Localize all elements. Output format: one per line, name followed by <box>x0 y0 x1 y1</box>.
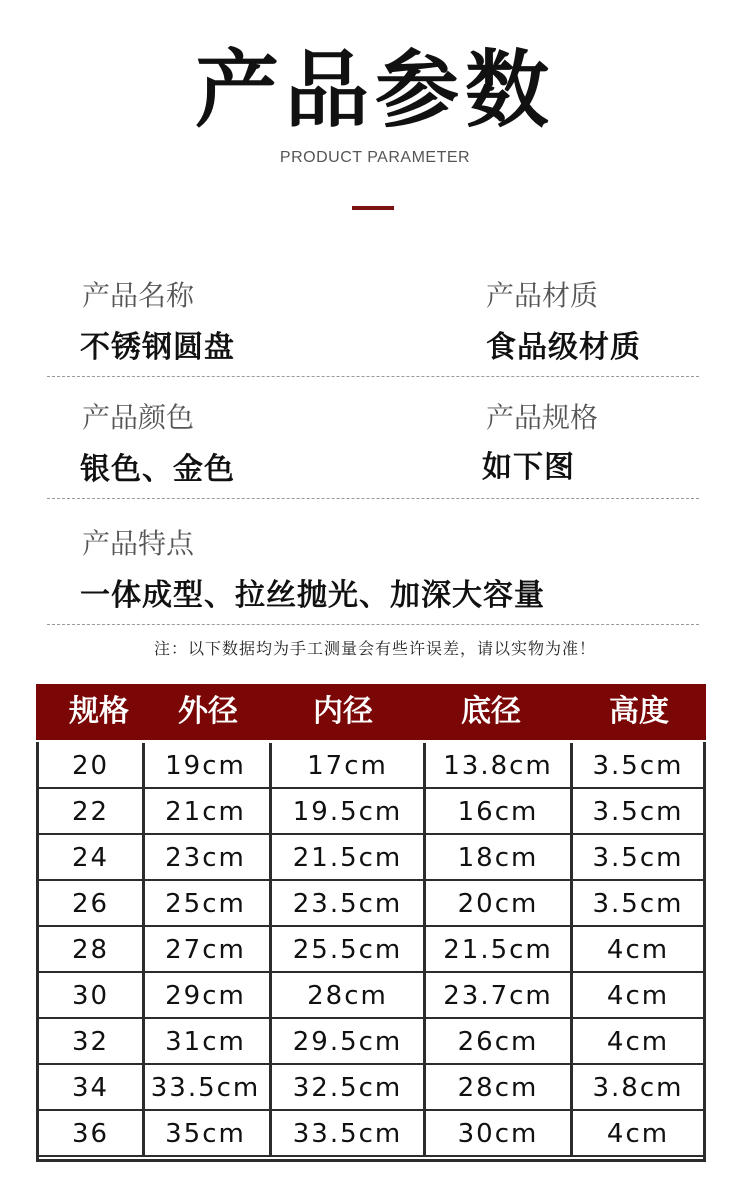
header-cell-outer-diameter: 外径 <box>178 694 238 729</box>
table-body <box>36 742 706 1162</box>
product-color-label: 产品颜色 <box>82 401 195 434</box>
table-row <box>39 1111 703 1157</box>
header-cell-inner-diameter: 内径 <box>313 694 373 729</box>
table-cell-size: 34 <box>39 1065 145 1109</box>
table-cell-size: 22 <box>39 789 145 833</box>
table-cell-height: 4cm <box>606 935 670 965</box>
divider <box>47 624 699 625</box>
table-cell-height: 3.5cm <box>592 889 684 919</box>
table-cell-height: 3.8cm <box>592 1073 684 1103</box>
product-feature-label: 产品特点 <box>82 527 195 560</box>
table-cell-size: 30 <box>39 973 145 1017</box>
table-cell-base: 16cm <box>426 789 573 833</box>
table-cell-outer: 25cm <box>142 881 272 925</box>
table-cell-height: 3.5cm <box>592 797 684 827</box>
table-row <box>39 743 703 789</box>
header-cell-base-diameter: 底径 <box>461 694 521 729</box>
page-subtitle: PRODUCT PARAMETER <box>279 149 471 166</box>
table-cell-inner: 28cm <box>272 973 426 1017</box>
table-cell-outer: 23cm <box>142 835 272 879</box>
product-spec-value: 如下图 <box>482 450 575 485</box>
table-cell-base: 18cm <box>426 835 573 879</box>
table-row <box>39 835 703 881</box>
table-cell-base: 21.5cm <box>426 927 573 971</box>
table-cell-size: 32 <box>39 1019 145 1063</box>
table-row <box>39 1019 703 1065</box>
table-row <box>39 973 703 1019</box>
table-cell-outer: 19cm <box>142 743 272 787</box>
table-cell-outer: 31cm <box>142 1019 272 1063</box>
table-cell-height: 3.5cm <box>592 751 684 781</box>
table-cell-outer: 33.5cm <box>142 1065 272 1109</box>
table-cell-size: 28 <box>39 927 145 971</box>
header-cell-size: 规格 <box>69 694 129 729</box>
table-cell-base: 23.7cm <box>426 973 573 1017</box>
table-cell-outer: 21cm <box>142 789 272 833</box>
table-cell-inner: 21.5cm <box>272 835 426 879</box>
table-cell-height: 3.5cm <box>592 843 684 873</box>
table-cell-inner: 29.5cm <box>272 1019 426 1063</box>
page-title: 产品参数 <box>194 41 555 139</box>
table-cell-base: 20cm <box>426 881 573 925</box>
table-cell-height: 4cm <box>606 1027 670 1057</box>
product-name-label: 产品名称 <box>82 279 195 312</box>
table-cell-inner: 32.5cm <box>272 1065 426 1109</box>
table-cell-outer: 27cm <box>142 927 272 971</box>
table-cell-size: 26 <box>39 881 145 925</box>
table-cell-size: 20 <box>39 743 145 787</box>
product-name-value: 不锈钢圆盘 <box>80 330 235 365</box>
table-cell-inner: 17cm <box>272 743 426 787</box>
table-header <box>36 684 706 740</box>
table-cell-base: 30cm <box>426 1111 573 1155</box>
table-cell-outer: 35cm <box>142 1111 272 1155</box>
product-feature-value: 一体成型、拉丝抛光、加深大容量 <box>80 578 545 613</box>
accent-line <box>352 206 394 210</box>
measurement-note: 注：以下数据均为手工测量会有些许误差，请以实物为准！ <box>153 639 596 658</box>
table-cell-inner: 25.5cm <box>272 927 426 971</box>
divider <box>47 498 699 499</box>
table-cell-size: 24 <box>39 835 145 879</box>
product-material-label: 产品材质 <box>486 279 599 312</box>
table-cell-size: 36 <box>39 1111 145 1155</box>
product-color-value: 银色、金色 <box>80 452 235 487</box>
table-cell-height: 4cm <box>606 981 670 1011</box>
table-cell-height: 4cm <box>606 1119 670 1149</box>
divider <box>47 376 699 377</box>
table-row <box>39 789 703 835</box>
product-spec-label: 产品规格 <box>486 401 599 434</box>
table-row <box>39 881 703 927</box>
table-cell-inner: 33.5cm <box>272 1111 426 1155</box>
header-cell-height: 高度 <box>609 694 669 729</box>
table-cell-base: 26cm <box>426 1019 573 1063</box>
table-row <box>39 927 703 973</box>
spec-table <box>36 684 706 1162</box>
table-cell-inner: 19.5cm <box>272 789 426 833</box>
table-cell-outer: 29cm <box>142 973 272 1017</box>
table-cell-base: 28cm <box>426 1065 573 1109</box>
table-row <box>39 1065 703 1111</box>
table-cell-inner: 23.5cm <box>272 881 426 925</box>
table-cell-base: 13.8cm <box>426 743 573 787</box>
product-material-value: 食品级材质 <box>486 330 641 365</box>
